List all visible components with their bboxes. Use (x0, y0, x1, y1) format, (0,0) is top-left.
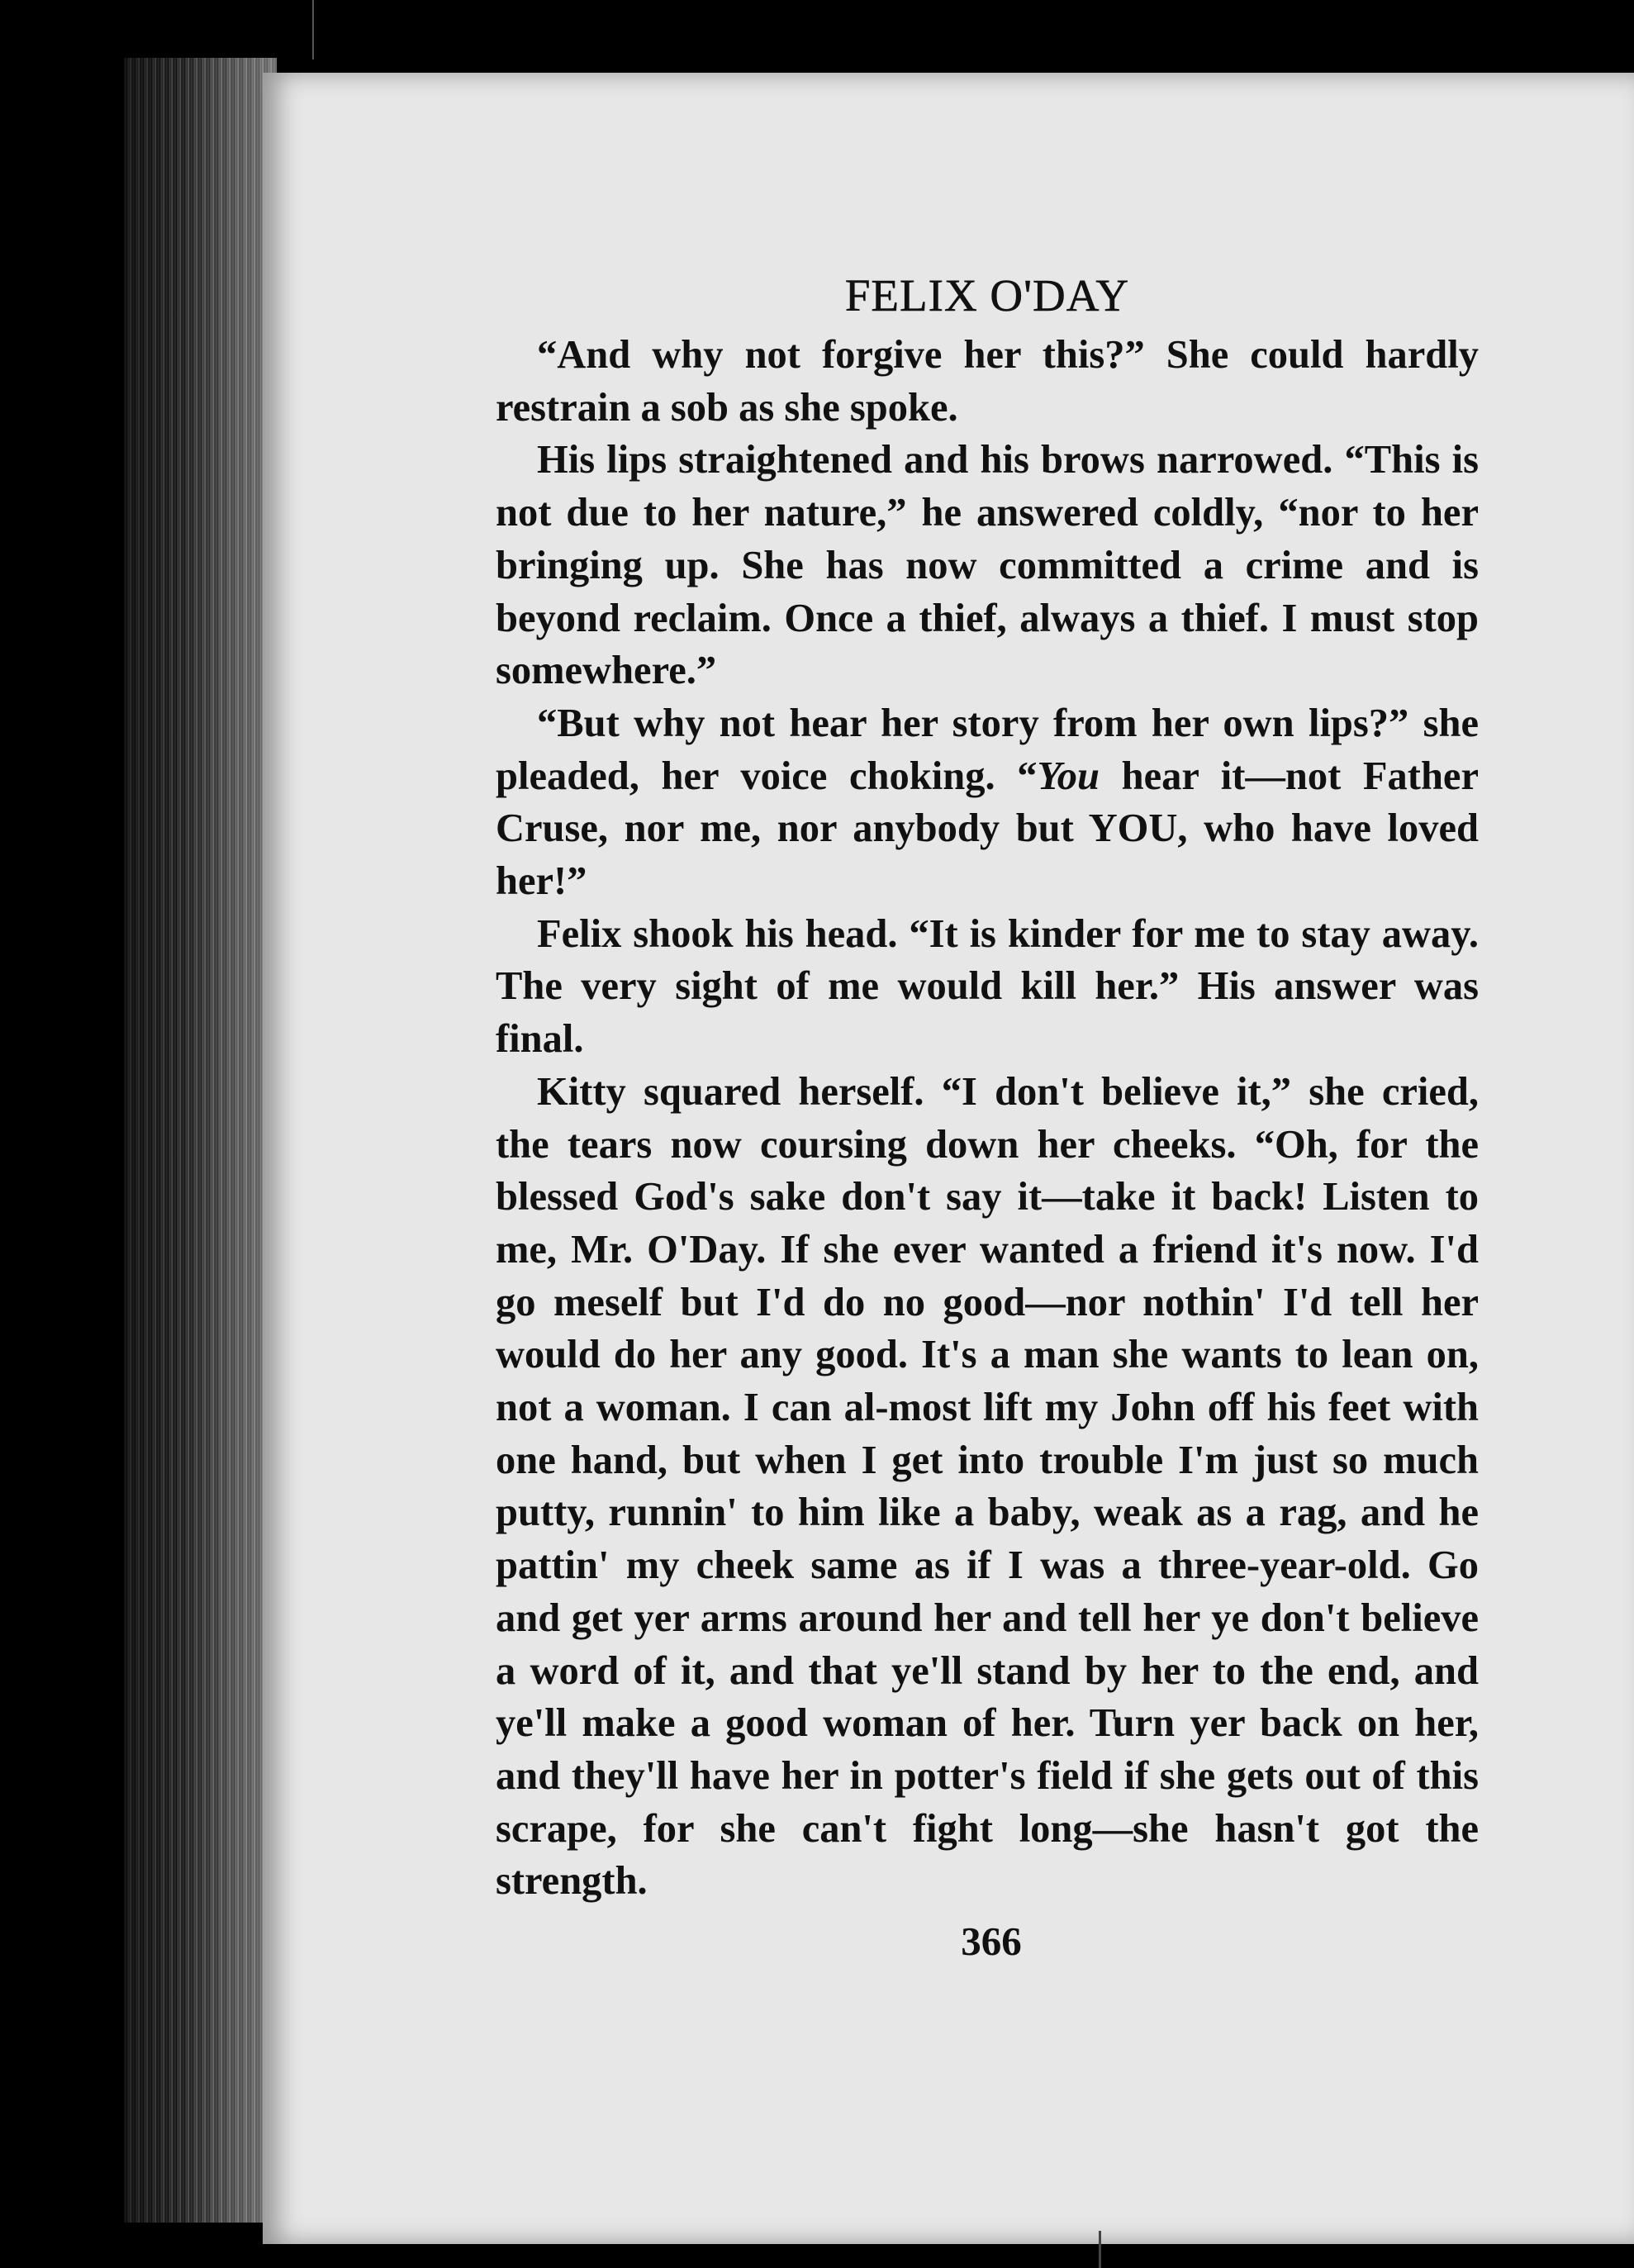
paragraph-3 (496, 697, 1479, 908)
scan-artifact-bottom (1099, 2231, 1101, 2268)
paragraph-1: “And why not forgive her this?” She could hardly restrain a sob as she spoke. (496, 333, 1479, 430)
paragraph-3-after: hear it—not Father Cruse, nor me, nor anybody but YOU, who have loved her!” (496, 754, 1479, 904)
page-edges (124, 58, 277, 2223)
running-head: FELIX O'DAY (844, 270, 1130, 321)
page-number: 366 (961, 1919, 1022, 1965)
paragraph-3-before: “But why not hear her story from her own lips?” she pleaded, her voice choking. “ (496, 701, 1479, 798)
paragraph-2: His lips straightened and his brows narrowed. “This is not due to her nature,” he answered coldly, “nor to her bringing up. She has now committed a crime and is beyond reclaim. Once a thief, always a thief. I must stop somewhere.” (496, 438, 1479, 693)
paragraph-3-emphasis: You (1037, 754, 1100, 798)
scan-artifact-top (312, 0, 314, 59)
paragraph-5: Kitty squared herself. “I don't believe it,” she cried, the tears now coursing down her cheeks. “Oh, for the blessed God's sake don't say it—take it back! Listen to me, Mr. O'Day. If she ever wanted a friend it's now. I'd go meself but I'd do no good—nor nothin' I'd tell her would do her any good. It's a man she wants to lean on, not a woman. I can al-most lift my John off his feet with one hand, but when I get into trouble I'm just so much putty, runnin' to him like a baby, weak as a rag, and he pattin' my cheek same as if I was a three-year-old. Go and get yer arms around her and tell her ye don't believe a word of it, and that ye'll stand by her to the end, and ye'll make a good woman of her. Turn yer back on her, and they'll have her in potter's field if she gets out of this scrape, for she can't fight long—she hasn't got the strength. (496, 1069, 1479, 1904)
text-block (496, 263, 1479, 1971)
paragraph-4: Felix shook his head. “It is kinder for me to stay away. The very sight of me would kill her.” His answer was final. (496, 911, 1479, 1062)
